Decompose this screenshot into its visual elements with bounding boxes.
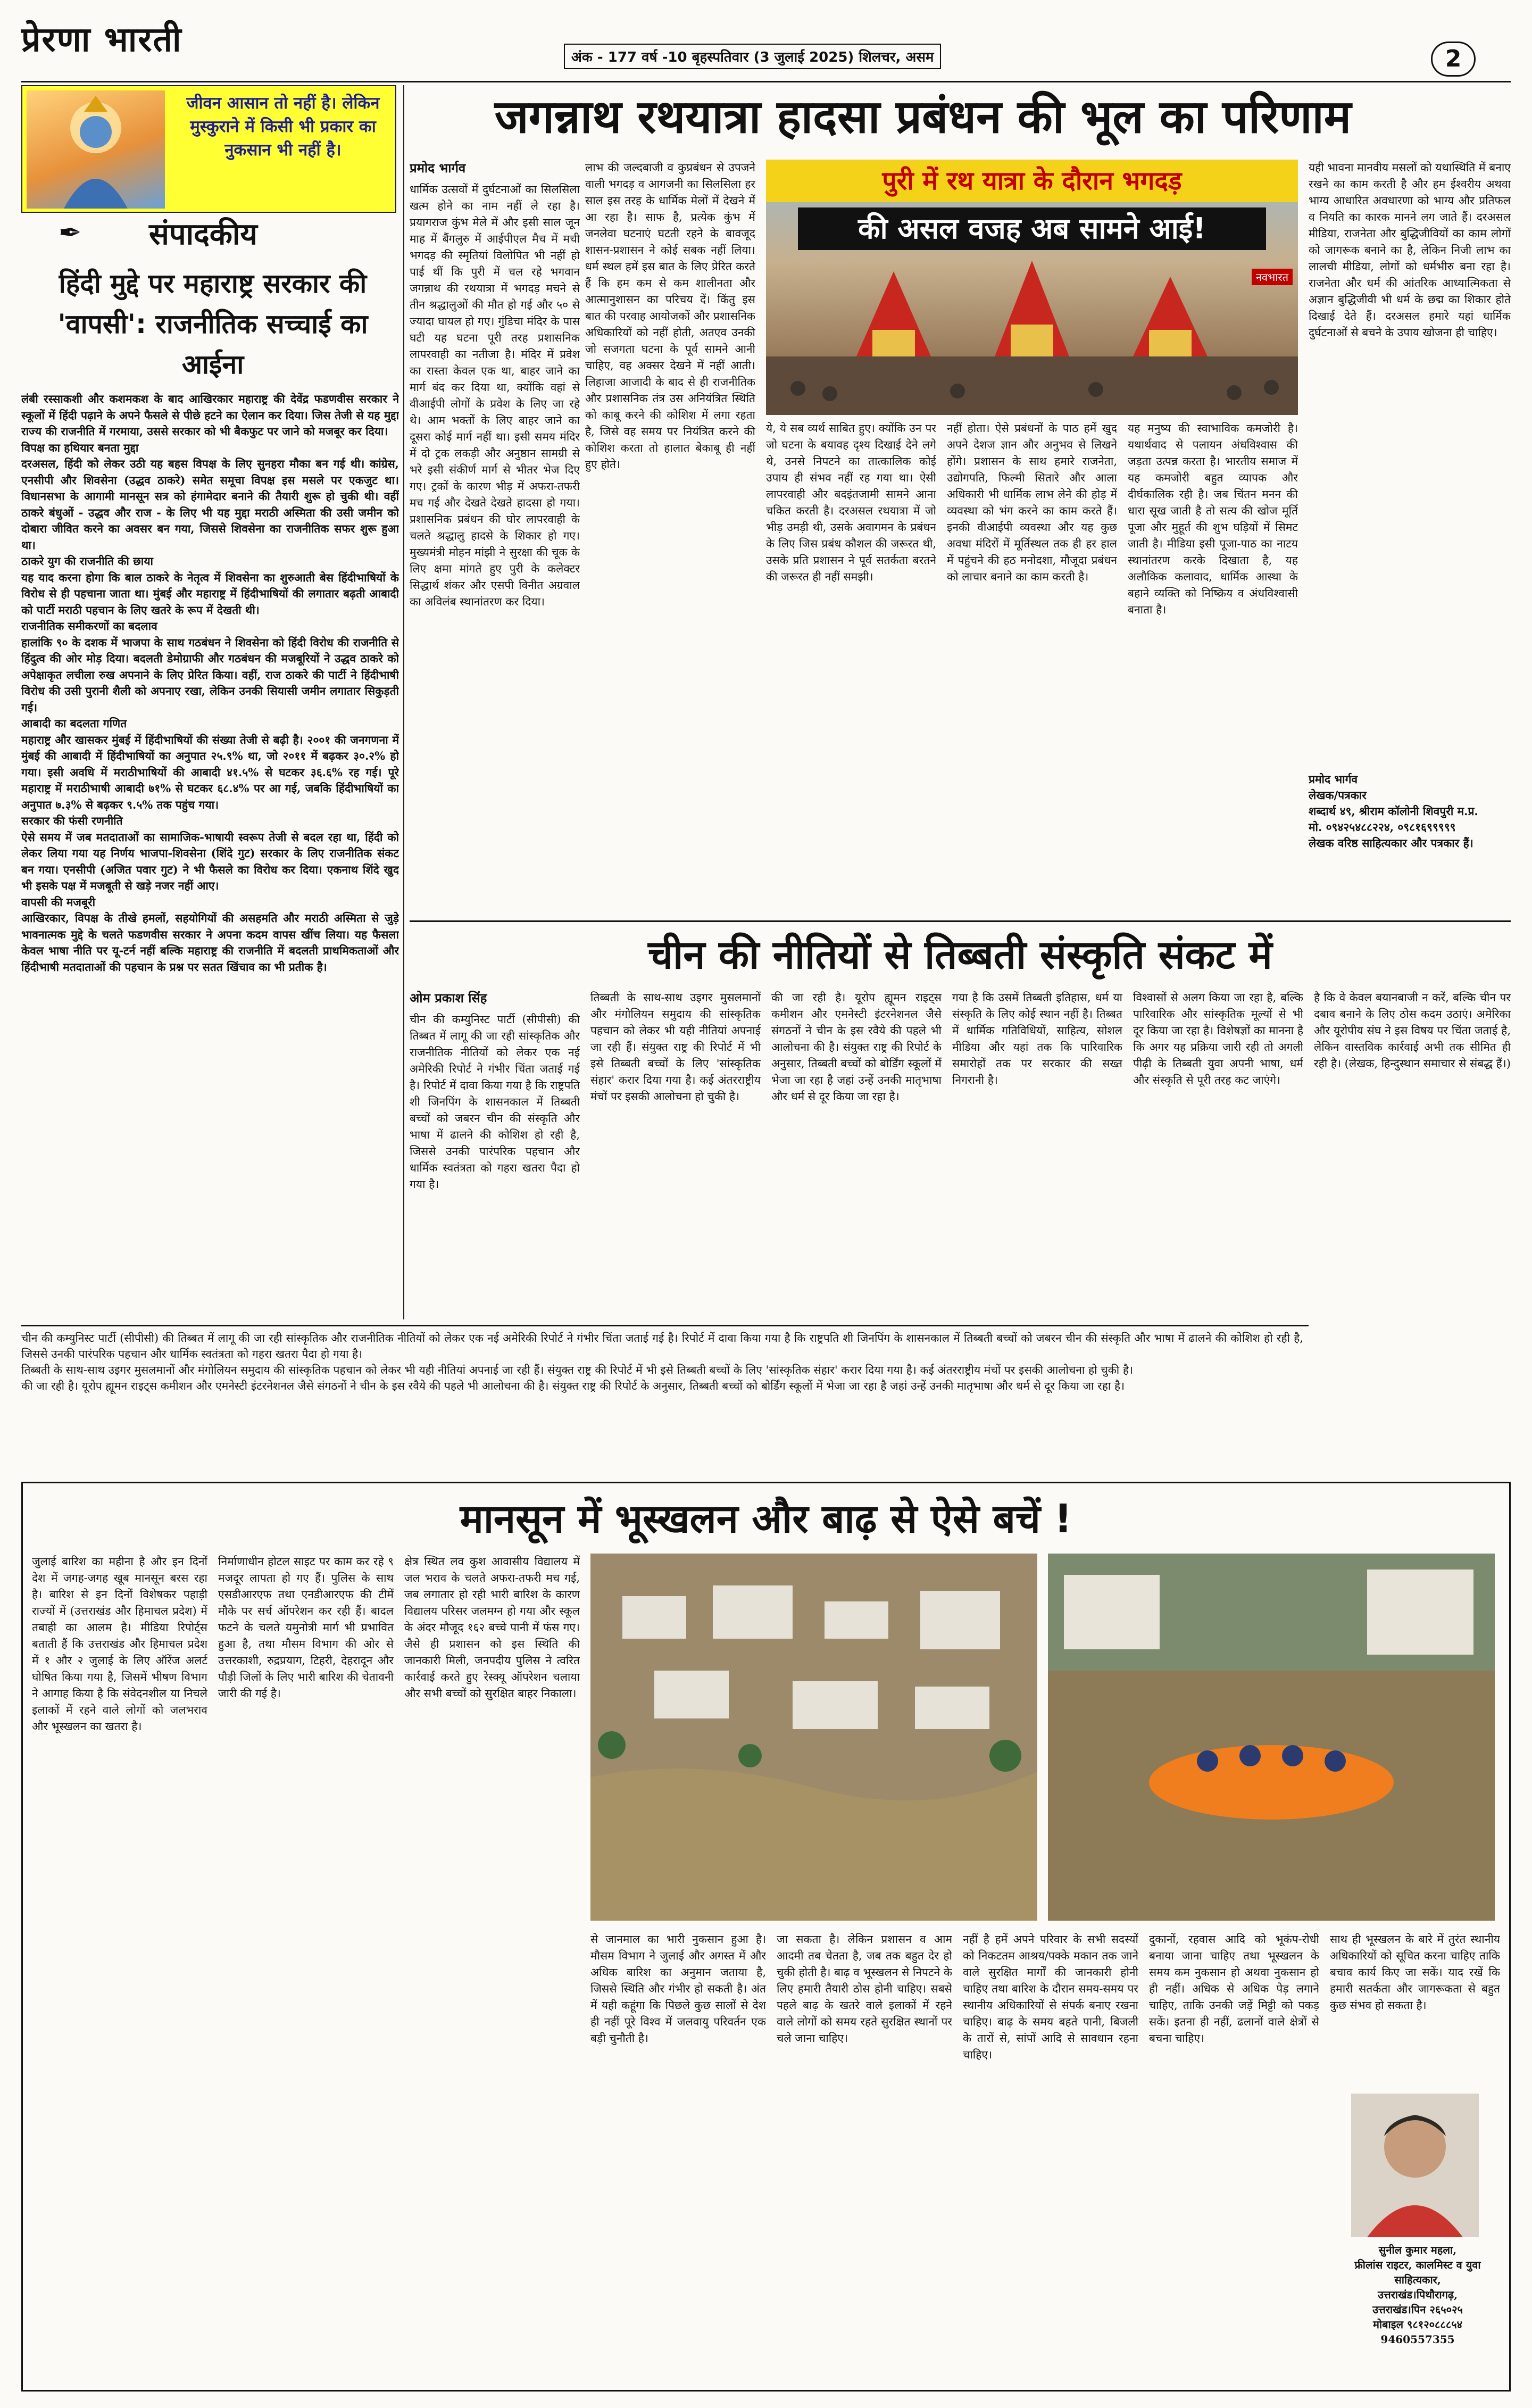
lead-text: ये, ये सब व्यर्थ साबित हुए। क्योंकि उन पर जो घटना के बयावह दृश्य दिखाई देने लगे थे, उनसे निपटने का तात्कालिक कोई उपाय ही संभव नहीं रह गया था। ऐसी लापरवाही और बदइंतजामी सामने आना चकित करती है। दरअसल रथयात्रा में जो भीड़ उमड़ी थी, उसके अवागमन के प्रबंधन के लिए जिस प्रबंध कौशल की जरूरत थी, उसके प्रति प्रशासन ने पूर्व सतर्कता बरतने की जरूरत ही नहीं समझी। <box>766 422 936 583</box>
flood-author-box: सुनील कुमार महला, फ्रीलांस राइटर, कालमिस्ट व युवा साहित्यकार, उत्तराखंड।पिथौरागढ़, उत्तराखंड।पिन २६५०२५ मोबाइल ९८१२०८८८५४ 9460557355 <box>1354 2244 1481 2346</box>
flood-text: निर्माणाधीन होटल साइट पर काम कर रहे ९ मजदूर लापता हो गए हैं। पुलिस के साथ एसडीआरएफ तथा एनडीआरएफ की टीमें मौके पर सर्च ऑपरेशन कर रही हैं। बादल फटने के चलते यमुनोत्री मार्ग भी प्रभावित हुआ है, तथा मौसम विभाग की ओर से उत्तरकाशी, रुद्रप्रयाग, टिहरी, देहरादून और पौड़ी जिलों के लिए भारी बारिश की चेतावनी जारी की गई है। <box>218 1555 394 1700</box>
lead-text: यही भावना मानवीय मसलों को यथास्थिति में बनाए रखने का काम करती है और हम ईश्वरीय अथवा भाग्य आधारित अवधारणा को भाग्य और प्रतिफल व नियति का कारक मानने लग जाते हैं। दरअसल मीडिया, राजनेता और बुद्धिजीवियों का काम लोगों को जागरूक बनाने का है, लेकिन निजी लाभ का लालची मीडिया, लोगों को धर्मभीरु बना रहा है। राजनेता और धर्म की आंतरिक आध्यात्मिकता से अज्ञान बुद्धिजीवी भी धर्म के छद्म का शिकार होते दिखाई देते हैं। दरअसल हमारे यहां धार्मिक दुर्घटनाओं से बचने के उपाय खोजना ही चाहिए। <box>1309 161 1511 339</box>
photo-badge: नवभारत <box>1252 269 1293 285</box>
flood-headline: मानसून में भूस्खलन और बाढ़ से ऐसे बचें ! <box>460 1496 1072 1542</box>
lead-byline: प्रमोद भार्गव <box>410 160 466 176</box>
editorial-section-label: संपादकीय <box>149 217 257 252</box>
lead-text: नहीं होता। ऐसे प्रबंधनों के पाठ हमें खुद अपने देशज ज्ञान और अनुभव से लिखने होंगे। प्रशासन के साथ हमारे राजनेता, उद्योगपति, फिल्मी सितारे और आला अधिकारी भी धार्मिक लाभ लेने की होड़ में व्यवस्था को भंग करने का काम करते हैं। इनकी वीआईपी व्यवस्था और यह कुछ अवधा मंदिरों में मूर्तिस्थल तक ही हर हाल में पहुंचने की हठ मनोदशा, मौजूदा प्रबंधन को लाचार बनाने का काम करती है। <box>947 422 1117 583</box>
editorial-paragraph: दरअसल, हिंदी को लेकर उठी यह बहस विपक्ष के लिए सुनहरा मौका बन गई थी। कांग्रेस, एनसीपी और शिवसेना (उद्धव ठाकरे) समेत समूचा विपक्ष इस मसले पर एकजुट था। विधानसभा के आगामी मानसून सत्र को हंगामेदार बनाने की तैयारी शुरू हो चुकी थी। वहीं ठाकरे बंधुओं - उद्धव और राज - के लिए भी यह मुद्दा मराठी अस्मिता की उसी जमीन को दोबारा जीवित करने का अवसर बन गया, जिससे शिवसेना का राजनीतिक सफर शुरू हुआ था। <box>21 457 399 552</box>
lead-text: यह मनुष्य की स्वाभाविक कमजोरी है। यथार्थवाद से पलायन अंधविश्वास की जड़ता उत्पन्न करता है। भारतीय समाज में यह कमजोरी बहुत व्यापक और दीर्घकालिक रही है। जब चिंतन मनन की धारा सूख जाती है तो सत्य की खोज मूर्ति पूजा और मुहूर्त की शुभ घड़ियों में सिमट जाती है। मीडिया इसी पूजा-पाठ का नाटय स्थानांतरण करके दिखाता है, यह अलौकिक कलावाद, धार्मिक आस्था के बहाने व्यक्ति को निष्क्रिय व अंधविश्वासी बनाता है। <box>1128 422 1298 616</box>
mid-rule <box>21 1325 1309 1326</box>
editorial-paragraph: हालांकि ९० के दशक में भाजपा के साथ गठबंधन ने शिवसेना को हिंदी विरोध की राजनीति से हिंदुत्व की ओर मोड़ दिया। बदलती डेमोग्राफी और गठबंधन की मजबूरियों ने उद्धव ठाकरे को अपेक्षाकृत लचीला रुख अपनाने के लिए प्रेरित किया। वहीं, राज ठाकरे की पार्टी ने हिंदीभाषी विरोध की उसी पुरानी शैली को अपनाए रखा, लेकिन उनकी सियासी जमीन लगातार सिकुड़ती गई। <box>21 635 399 714</box>
flood-text: नहीं है हमें अपने परिवार के सभी सदस्यों को निकटतम आश्रय/पक्के मकान तक जाने वाले सुरक्षित मार्गों की जानकारी होनी चाहिए तथा बारिश के दौरान समय-समय पर स्थानीय अधिकारियों से संपर्क बनाए रखना चाहिए। बाढ़ के समय बहते पानी, बिजली के तारों से, सांपों आदि से सावधान रहना चाहिए। <box>963 1933 1138 2061</box>
editorial-subhead: ठाकरे युग की राजनीति की छाया <box>21 554 153 568</box>
quote-box <box>21 85 396 213</box>
flood-text: से जानमाल का भारी नुकसान हुआ है। मौसम विभाग ने जुलाई और अगस्त में और अधिक बारिश का अनुमान जताया है, जिससे स्थिति और गंभीर हो सकती है। अंत में यही कहूंगा कि पिछले कुछ सालों से देश ही नहीं पूरे विश्व में जलवायु परिवर्तन एक बड़ी चुनौती है। <box>590 1933 766 2045</box>
editorial-subhead: विपक्ष का हथियार बनता मुद्दा <box>21 441 139 454</box>
lead-col-1 <box>410 160 580 915</box>
editorial-paragraph: यह याद करना होगा कि बाल ठाकरे के नेतृत्व में शिवसेना का शुरुआती बेस हिंदीभाषियों के विरोध से ही पहचाना जाता था। मुंबई और महाराष्ट्र में हिंदीभाषियों की लगातार बढ़ती आबादी को पार्टी मराठी पहचान के लिए खतरे के रूप में देखती थी। <box>21 570 399 617</box>
editorial-subhead: राजनीतिक समीकरणों का बदलाव <box>21 619 157 633</box>
tibet-text: तिब्बती के साथ-साथ उइगर मुसलमानों और मंगोलियन समुदाय की सांस्कृतिक पहचान को लेकर भी यही नीतियां अपनाई जा रही हैं। संयुक्त राष्ट्र की रिपोर्ट में भी इसे तिब्बती बच्चों के लिए 'सांस्कृतिक संहार' करार दिया गया है। कई अंतरराष्ट्रीय मंचों पर इसकी आलोचना हो चुकी है। <box>21 1364 1133 1376</box>
flood-col-1 <box>32 1554 207 2384</box>
editorial-title: हिंदी मुद्दे पर महाराष्ट्र सरकार की 'वापसी': राजनीतिक सच्चाई का आईना <box>57 268 368 380</box>
editorial-body <box>21 391 399 1314</box>
tibet-col-5 <box>1133 990 1303 1314</box>
tibet-col-1 <box>410 990 580 1314</box>
tibet-col-2 <box>590 990 761 1314</box>
lead-col-3 <box>766 420 936 915</box>
editorial-paragraph: आखिरकार, विपक्ष के तीखे हमलों, सहयोगियों की असहमति और मराठी अस्मिता से जुड़े भावनात्मक मुद्दे के चलते फडणवीस सरकार ने अपना कदम वापस खींच लिया। यह फैसला केवल भाषा नीति पर यू-टर्न नहीं बल्कि महाराष्ट्र की राजनीति में बदलती प्राथमिकताओं और हिंदीभाषी मतदाताओं की पहचान के प्रश्न पर सतत खिंचाव का भी प्रतीक है। <box>21 911 399 974</box>
lead-headline: जगन्नाथ रथयात्रा हादसा प्रबंधन की भूल का परिणाम <box>494 90 1352 144</box>
flood-text: दुकानों, रहवास आदि को भूकंप-रोधी बनाया जाना चाहिए तथा भूस्खलन के समय कम नुकसान हो अथवा नुकसान हो ही नहीं। अधिक से अधिक पेड़ लगाने चाहिए, ताकि उनकी जड़ें मिट्टी को पकड़ सकें। इतना ही नहीं, ढलानों वाले क्षेत्रों से बचना चाहिए। <box>1149 1933 1319 2045</box>
editorial-paragraph: लंबी रस्साकशी और कशमकश के बाद आखिरकार महाराष्ट्र की देवेंद्र फडणवीस सरकार ने स्कूलों में हिंदी पढ़ाने के अपने फैसले से पीछे हटने का ऐलान कर दिया। जिस तेजी से यह मुद्दा राज्य की राजनीति में गरमाया, उससे सरकार को भी बैकफुट पर जाने को मजबूर कर दिया। <box>21 392 399 438</box>
tibet-col-4 <box>952 990 1122 1314</box>
tibet-headline: चीन की नीतियों से तिब्बती संस्कृति संकट में <box>648 932 1272 978</box>
flood-text: क्षेत्र स्थित लव कुश आवासीय विद्यालय में जल भराव के चलते अफरा-तफरी मच गई, जब लगातार हो रही भारी बारिश के कारण विद्यालय परिसर जलमग्न हो गया और स्कूल के अंदर मौजूद १६२ बच्चे पानी में फंस गए। जैसे ही प्रशासन को इस स्थिति की जानकारी मिली, जनपदीय पुलिस ने त्वरित कार्रवाई करते हुए रेस्क्यू ऑपरेशन चलाया और सभी बच्चों को सुरक्षित बाहर निकाला। <box>404 1555 580 1700</box>
lead-text: धार्मिक उत्सवों में दुर्घटनाओं का सिलसिला खत्म होने का नाम नहीं ले रहा है। प्रयागराज कुंभ मेले में और इसी साल जून माह में बैंगलुरु में आईपीएल मैच में मची भगदड़ की स्मृतियां विलोपित भी नहीं हो पाई थीं कि पुरी में चल रहे भगवान जगन्नाथ की रथयात्रा में भगदड़ मचने से तीन श्रद्धालुओं की मौत हो गई और ५० से ज्यादा घायल हो गए। गुंडिचा मंदिर के पास घटी यह घटना पूरी तरह प्रशासनिक लापरवाही का नतीजा है। मंदिर में प्रवेश का रास्ता केवल एक था, बाहर जाने का मार्ग बंद कर दिया था, क्योंकि वहां से वीआईपी लोगों के प्रवेश के लिए जा रहे थे। आम भक्तों के लिए बाहर जाने का दूसरा कोई मार्ग नहीं था। इसी समय मंदिर में दो ट्रक लकड़ी और अनुष्ठान सामग्री से भरे इसी संकीर्ण मार्ग से भीतर भेज दिए गए। ट्रकों के कारण भीड़ में अफरा-तफरी मच गई और देखते देखते हादसा हो गया। प्रशासनिक प्रबंधन की घोर लापरवाही के चलते श्रद्धालु हादसे के शिकार हो गए। मुख्यमंत्री मोहन मांझी ने सुरक्षा की चूक के लिए क्षमा मांगते हुए पुरी के कलेक्टर सिद्धार्थ शंकर और एसपी विनीत अग्रवाल का अविलंब स्थानांतरण कर दिया। <box>410 183 580 608</box>
tibet-text: चीन की कम्युनिस्ट पार्टी (सीपीसी) की तिब्बत में लागू की जा रही सांस्कृतिक और राजनीतिक नीतियों को लेकर एक नई अमेरिकी रिपोर्ट ने गंभीर चिंता जताई गई है। रिपोर्ट में दावा किया गया है कि राष्ट्रपति शी जिनपिंग के शासनकाल में तिब्बती बच्चों को जबरन चीन की संस्कृति और भाषा में ढालने की कोशिश हो रही है, जिससे उनकी पारंपरिक पहचान और धार्मिक स्वतंत्रता को गहरा खतरा पैदा हो गया है। <box>21 1332 1303 1360</box>
lead-bottom-rule <box>410 920 1511 922</box>
author-portrait <box>1351 2094 1479 2237</box>
flood-col-3 <box>404 1554 580 2384</box>
editorial-label <box>59 213 356 255</box>
lead-col-4 <box>947 420 1117 915</box>
editorial-paragraph: ऐसे समय में जब मतदाताओं का सामाजिक-भाषायी स्वरूप तेजी से बदल रहा था, हिंदी को लेकर लिया गया यह निर्णय भाजपा-शिवसेना (शिंदे गुट) सरकार के लिए राजनीतिक संकट बन गया। एनसीपी (अजित पवार गुट) ने भी फैसले का विरोध कर दिया। एकनाथ शिंदे खुद भी इसके पक्ष में मजबूती से खड़े नजर नहीं आए। <box>21 830 399 892</box>
flood-col-2 <box>218 1554 394 2384</box>
lead-text: लाभ की जल्दबाजी व कुप्रबंधन से उपजने वाली भगदड़ व आगजनी का सिलसिला हर साल इस तरह के धार्मिक मेलों में देखने में आ रहा है। साफ है, प्रत्येक कुंभ में जनलेवा घटनाएं घटती रहने के बावजूद शासन-प्रशासन ने कोई सबक नहीं लिया। धर्म स्थल हमें इस बात के लिए प्रेरित करते हैं कि हम कम से कम शालीनता और आत्मानुशासन का परिचय दें। किंतु इस बात की परवाह आयोजकों और प्रशासनिक अधिकारियों को नहीं होती, अतएव उनकी जो सजगता घटना के पूर्व सामने आनी चाहिए, वह अक्सर देखने में नहीं आती। लिहाजा आजादी के बाद से ही राजनीतिक और प्रशासनिक तंत्र उस अनियंत्रित स्थिति को काबू करने की कोशिश में लगा रहता है, जिसे वह समय पर नियंत्रित करने की कोशिश करता तो हालात बेकाबू ही नहीं हुए होते। <box>585 161 755 471</box>
editorial-subhead: आबादी का बदलता गणित <box>21 717 127 730</box>
flood-col-5 <box>777 1931 952 2384</box>
issue-line: अंक - 177 वर्ष -10 बृहस्पतिवार (3 जुलाई 2025) शिलचर, असम <box>564 44 941 69</box>
flood-text: साथ ही भूस्खलन के बारे में तुरंत स्थानीय अधिकारियों को सूचित करना चाहिए ताकि बचाव कार्य किए जा सकें। याद रखें कि हमारी सतर्कता और जागरूकता से बहुत कुछ संभव हो सकता है। <box>1330 1933 1500 2012</box>
flood-text: जा सकता है। लेकिन प्रशासन व आम आदमी तब चेतता है, जब तक बहुत देर हो चुकी होती है। बाढ़ व भूस्खलन से निपटने के लिए हमारी तैयारी ठोस होनी चाहिए। सबसे पहले बाढ़ के खतरे वाले इलाकों में रहने वाले लोगों को समय रहते सुरक्षित स्थानों पर चले जाना चाहिए। <box>777 1933 952 2045</box>
tibet-text: की जा रही है। यूरोप ह्यूमन राइट्स कमीशन और एमनेस्टी इंटरनेशनल जैसे संगठनों ने चीन के इस रवैये की पहले भी आलोचना की है। संयुक्त राष्ट्र की रिपोर्ट के अनुसार, तिब्बती बच्चों को बोर्डिंग स्कूलों में भेजा जा रहा है जहां उन्हें उनकी मातृभाषा और धर्म से दूर किया जा रहा है। <box>771 991 942 1103</box>
rathyatra-photo <box>766 160 1298 415</box>
flood-text: जुलाई बारिश का महीना है और इन दिनों देश में जगह-जगह खूब मानसून बरस रहा है। बारिश से इन दिनों विशेषकर पहाड़ी राज्यों में (उत्तराखंड और हिमाचल प्रदेश) में तबाही का आलम है। मीडिया रिपोर्ट्स बताती हैं कि उत्तराखंड और हिमाचल प्रदेश में १ और २ जुलाई के लिए ऑरेंज अलर्ट घोषित किया गया है, जिसमें भीषण विभाग ने आगाह किया है कि संवेदनशील या निचले इलाकों में रहने वाले लोगों को जलभराव और भूस्खलन का खतरा है। <box>32 1555 207 1733</box>
tibet-text: की जा रही है। यूरोप ह्यूमन राइट्स कमीशन और एमनेस्टी इंटरनेशनल जैसे संगठनों ने चीन के इस रवैये की पहले भी आलोचना की है। संयुक्त राष्ट्र की रिपोर्ट के अनुसार, तिब्बती बच्चों को बोर्डिंग स्कूलों में भेजा जा रहा है जहां उन्हें उनकी मातृभाषा और धर्म से दूर किया जा रहा है। <box>21 1380 1125 1392</box>
editorial-subhead: वापसी की मजबूरी <box>21 895 96 909</box>
photo-caption-bottom: की असल वजह अब सामने आई! <box>798 207 1266 250</box>
editorial-subhead: सरकार की फंसी रणनीति <box>21 814 123 827</box>
flood-rescue-photo <box>1048 1554 1495 1921</box>
page-number: 2 <box>1431 41 1476 77</box>
editorial-divider <box>403 85 404 1319</box>
lead-col-6 <box>1309 160 1511 766</box>
flood-aerial-photo <box>590 1554 1037 1921</box>
photo-caption-top: पुरी में रथ यात्रा के दौरान भगदड़ <box>766 160 1298 202</box>
tibet-text: विश्वासों से अलग किया जा रहा है, बल्कि पारिवारिक और सांस्कृतिक मूल्यों से भी दूर किया जा रहा है। विशेषज्ञों का मानना है कि अगर यह प्रक्रिया जारी रही तो अगली पीढ़ी के तिब्बती युवा अपनी भाषा, धर्म और संस्कृति से पूरी तरह कट जाएंगे। <box>1133 991 1303 1086</box>
quote-text: जीवन आसान तो नहीं है। लेकिन मुस्कुराने में किसी भी प्रकार का नुकसान भी नहीं है। <box>186 94 380 160</box>
tibet-text: तिब्बती के साथ-साथ उइगर मुसलमानों और मंगोलियन समुदाय की सांस्कृतिक पहचान को लेकर भी यही नीतियां अपनाई जा रही हैं। संयुक्त राष्ट्र की रिपोर्ट में भी इसे तिब्बती बच्चों के लिए 'सांस्कृतिक संहार' करार दिया गया है। कई अंतरराष्ट्रीय मंचों पर इसकी आलोचना हो चुकी है। <box>590 991 761 1103</box>
tibet-col-6 <box>1314 990 1511 1468</box>
lead-col-2 <box>585 160 755 915</box>
lead-col-5 <box>1128 420 1298 915</box>
flood-col-7 <box>1149 1931 1319 2384</box>
krishna-image <box>27 90 165 209</box>
lead-author-box: प्रमोद भार्गव लेखक/पत्रकार शब्दार्थ ४९, श्रीराम कॉलोनी शिवपुरी म.प्र. मो. ०९४२५४८८२२४, ०९८१६९९९९९ लेखक वरिष्ठ साहित्यकार और पत्रकार हैं। <box>1309 773 1478 850</box>
pen-icon: ✒ <box>59 217 82 249</box>
flood-col-4 <box>590 1931 766 2384</box>
flood-col-8 <box>1330 1931 1500 2086</box>
flood-col-6 <box>963 1931 1138 2384</box>
tibet-byline: ओम प्रकाश सिंह <box>410 990 487 1006</box>
paper-name: प्रेरणा भारती <box>21 20 182 60</box>
tibet-continuation <box>21 1330 1303 1474</box>
masthead-rule <box>21 81 1511 82</box>
chariot-illustration <box>766 250 1298 415</box>
tibet-col-3 <box>771 990 942 1314</box>
tibet-text: गया है कि उसमें तिब्बती इतिहास, धर्म या संस्कृति के लिए कोई स्थान नहीं है। तिब्बत में धार्मिक गतिविधियों, साहित्य, सोशल मीडिया और यहां तक कि पारिवारिक समारोहों तक पर सरकार की सख्त निगरानी है। <box>952 991 1122 1086</box>
tibet-text: चीन की कम्युनिस्ट पार्टी (सीपीसी) की तिब्बत में लागू की जा रही सांस्कृतिक और राजनीतिक नीतियों को लेकर एक नई अमेरिकी रिपोर्ट ने गंभीर चिंता जताई गई है। रिपोर्ट में दावा किया गया है कि राष्ट्रपति शी जिनपिंग के शासनकाल में तिब्बती बच्चों को जबरन चीन की संस्कृति और भाषा में ढालने की कोशिश हो रही है, जिससे उनकी पारंपरिक पहचान और धार्मिक स्वतंत्रता को गहरा खतरा पैदा हो गया है। <box>410 1013 580 1191</box>
tibet-text: है कि वे केवल बयानबाजी न करें, बल्कि चीन पर दबाव बनाने के लिए ठोस कदम उठाएं। अमेरिका और यूरोपीय संघ ने इस विषय पर चिंता जताई है, लेकिन वास्तविक कार्रवाई अभी तक सीमित ही रही है। (लेखक, हिन्दुस्थान समाचार से संबद्ध हैं।) <box>1314 991 1511 1070</box>
editorial-paragraph: महाराष्ट्र और खासकर मुंबई में हिंदीभाषियों की संख्या तेजी से बढ़ी है। २००१ की जनगणना में मुंबई की आबादी में हिंदीभाषियों का अनुपात २५.९% था, जो २०११ में बढ़कर ३०.२% हो गया। इसी अवधि में मराठीभाषियों की आबादी ४१.५% से घटकर ३६.६% रह गई। पूरे महाराष्ट्र में मराठीभाषी आबादी ७१% से घटकर ६८.४% पर आ गई, जबकि हिंदीभाषियों का अनुपात ७.३% से बढ़कर ९.५% तक पहुंच गया। <box>21 733 399 811</box>
